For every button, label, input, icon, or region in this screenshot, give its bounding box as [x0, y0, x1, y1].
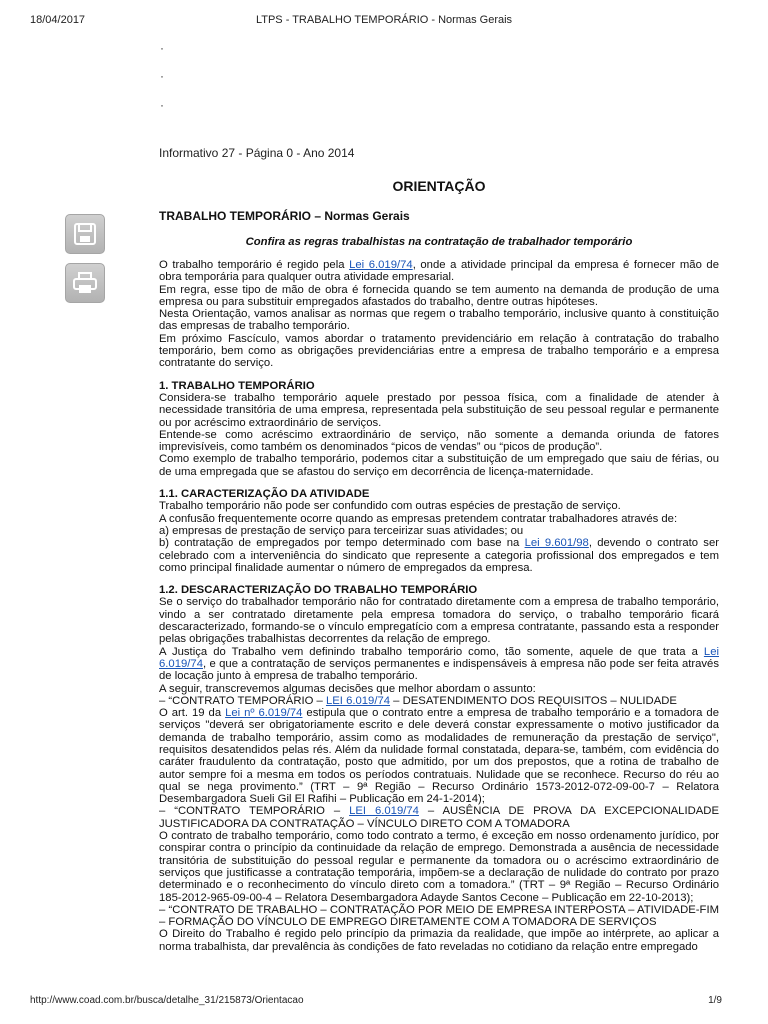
issue-info: Informativo 27 - Página 0 - Ano 2014	[159, 146, 355, 160]
paragraph: A confusão frequentemente ocorre quando as empresas pretendem contratar trabalhadores através de:	[159, 512, 678, 525]
list-bullet: ·	[160, 98, 164, 112]
section-heading: 1.2. DESCARACTERIZAÇÃO DO TRABALHO TEMPORÁRIO	[159, 584, 478, 597]
law-link[interactable]: Lei 9.601/98	[524, 537, 589, 550]
printer-icon	[72, 271, 98, 295]
paragraph: A seguir, transcrevemos algumas decisões que melhor abordam o assunto:	[159, 682, 536, 695]
paragraph: Considera-se trabalho temporário aquele prestado por pessoa física, com a finalidade de atender à necessidade transitória de uma empresa, representada pela substituição de seu pessoal regular e permanente ou por acréscimo extraordinário de serviços.	[159, 391, 719, 429]
paragraph: b) contratação de empregados por tempo determinado com base na Lei 9.601/98, devendo o contrato ser celebrado com a interveniência do sindicato que represente a categoria profissional dos empregados e tem como principal finalidade aumentar o número de empregados da empresa.	[159, 537, 719, 574]
section-heading: 1.1. CARACTERIZAÇÃO DA ATIVIDADE	[159, 488, 370, 501]
law-link[interactable]: Lei 6.019/74	[349, 259, 413, 271]
law-link[interactable]: LEI 6.019/74	[349, 805, 419, 818]
article-title: TRABALHO TEMPORÁRIO – Normas Gerais	[159, 209, 410, 223]
print-date: 18/04/2017	[30, 14, 86, 26]
law-link[interactable]: Lei nº 6.019/74	[225, 707, 303, 720]
paragraph: O Direito do Trabalho é regido pelo princípio da primazia da realidade, que impõe ao intérprete, ao aplicar a norma trabalhista, dar prevalência às condições de fato reveladas no cotidiano da relação entre empregado	[159, 928, 719, 953]
article-body	[159, 259, 719, 953]
section-heading: 1. TRABALHO TEMPORÁRIO	[159, 379, 315, 392]
save-button[interactable]	[65, 214, 105, 254]
list-bullet: ·	[160, 41, 164, 55]
paragraph: – “CONTRATO TEMPORÁRIO – LEI 6.019/74 – AUSÊNCIA DE PROVA DA EXCEPCIONALIDADE JUSTIFICADORA DA CONTRATAÇÃO – VÍNCULO DIRETO COM A TOMADORA	[159, 805, 719, 830]
paragraph: Se o serviço do trabalhador temporário não for contratado diretamente com a empresa de trabalho temporário, vindo a ser contratado diretamente pela empresa tomadora do serviço, o trabalho temporário ficará descaracterizado, formando-se o vínculo empregatício com a empresa contratante, passando esta a responder pelas obrigações trabalhistas decorrentes da relação de emprego.	[159, 596, 719, 646]
print-footer-url: http://www.coad.com.br/busca/detalhe_31/215873/Orientacao	[30, 995, 304, 1006]
article-lead: Confira as regras trabalhistas na contratação de trabalhador temporário	[245, 236, 633, 248]
law-link[interactable]: Lei 6.019/74	[159, 645, 719, 670]
paragraph: O contrato de trabalho temporário, como todo contrato a termo, é exceção em nosso ordenamento jurídico, por conspirar contra o princípio da continuidade da relação de emprego. Demonstrada a ausência de necessidade transitória de substituição do pessoal regular e permanente da tomadora ou o acréscimo extraordinário de serviços que justificasse a contratação temporária, impõem-se a declaração de nulidade do contrato por prazo determinado e o reconhecimento do vínculo direto com a tomadora.” (TRT – 9ª Região – Recurso Ordinário 185-2012-965-09-00-4 – Relatora Desembargadora Adayde Santos Cecone – Publicação em 22-10-2013);	[159, 830, 719, 904]
paragraph: a) empresas de prestação de serviço para terceirizar suas atividades; ou	[159, 524, 524, 537]
print-page-number: 1/9	[708, 995, 722, 1006]
paragraph: A Justiça do Trabalho vem definindo trabalho temporário como, tão somente, aquele de que trata a Lei 6.019/74, e que a contratação de serviços permanentes e indispensáveis à empresa não pode ser feita através de locação junto à empresa de trabalho temporário.	[159, 645, 719, 683]
paragraph: O art. 19 da Lei nº 6.019/74 estipula que o contrato entre a empresa de trabalho temporário e a tomadora de serviços "deverá ser obrigatoriamente escrito e dele deverá constar expressamente o motivo justificador da demanda de trabalho temporário, assim como as modalidades de remuneração da prestação de serviço", requisitos desatendidos pelas rés. Além da nulidade formal constatada, depara-se, também, com evidência do caráter fraudulento da contratação, posto que admitido, por um dos prepostos, que a rotina de trabalho de autor sempre foi a mesma em todos os períodos contratuais. Nulidade que se reconhece. Recurso do réu ao qual se nega provimento.” (TRT – 9ª Região – Recurso Ordinário 1573-2012-072-09-00-7 – Relatora Desembargadora Sueli Gil El Rafihi – Publicação em 24-1-2014);	[159, 707, 719, 806]
law-link[interactable]: LEI 6.019/74	[325, 694, 391, 707]
page-heading: ORIENTAÇÃO	[392, 178, 486, 194]
print-button[interactable]	[65, 263, 105, 303]
paragraph: – “CONTRATO TEMPORÁRIO – LEI 6.019/74 – DESATENDIMENTO DOS REQUISITOS – NULIDADE	[159, 694, 677, 707]
floppy-disk-icon	[73, 222, 97, 246]
paragraph: Em próximo Fascículo, vamos abordar o tratamento previdenciário em relação à contratação do trabalho temporário, bem como as obrigações previdenciárias entre a empresa de trabalho temporário e a empresa contratante do serviço.	[159, 332, 719, 370]
paragraph: – “CONTRATO DE TRABALHO – CONTRATAÇÃO POR MEIO DE EMPRESA INTERPOSTA – ATIVIDADE-FIM – FORMAÇÃO DO VÍNCULO DE EMPREGO DIRETAMENTE COM A TOMADORA DE SERVIÇOS	[159, 903, 719, 929]
paragraph: Entende-se como acréscimo extraordinário de serviço, não somente a demanda oriunda de fatores imprevisíveis, como também os denominados “picos de vendas” ou “picos de produção”.	[159, 428, 719, 454]
paragraph: Como exemplo de trabalho temporário, podemos citar a substituição de um empregado que saiu de férias, ou de uma empregada que se afastou do serviço em decorrência de licença-maternidade.	[159, 453, 719, 478]
list-bullet: ·	[160, 69, 164, 83]
paragraph: Trabalho temporário não pode ser confundido com outras espécies de prestação de serviço.	[159, 500, 621, 513]
paragraph: Em regra, esse tipo de mão de obra é fornecida quando se tem aumento na demanda de produção de uma empresa ou para substituir empregados afastados do trabalho, dentre outras hipóteses.	[159, 283, 719, 308]
paragraph: O trabalho temporário é regido pela Lei 6.019/74, onde a atividade principal da empresa é fornecer mão de obra temporária para qualquer outra atividade empresarial.	[159, 259, 719, 284]
paragraph: Nesta Orientação, vamos analisar as normas que regem o trabalho temporário, inclusive quanto à constituição das empresas de trabalho temporário.	[159, 308, 719, 333]
print-page-title: LTPS - TRABALHO TEMPORÁRIO - Normas Gerais	[255, 14, 513, 26]
